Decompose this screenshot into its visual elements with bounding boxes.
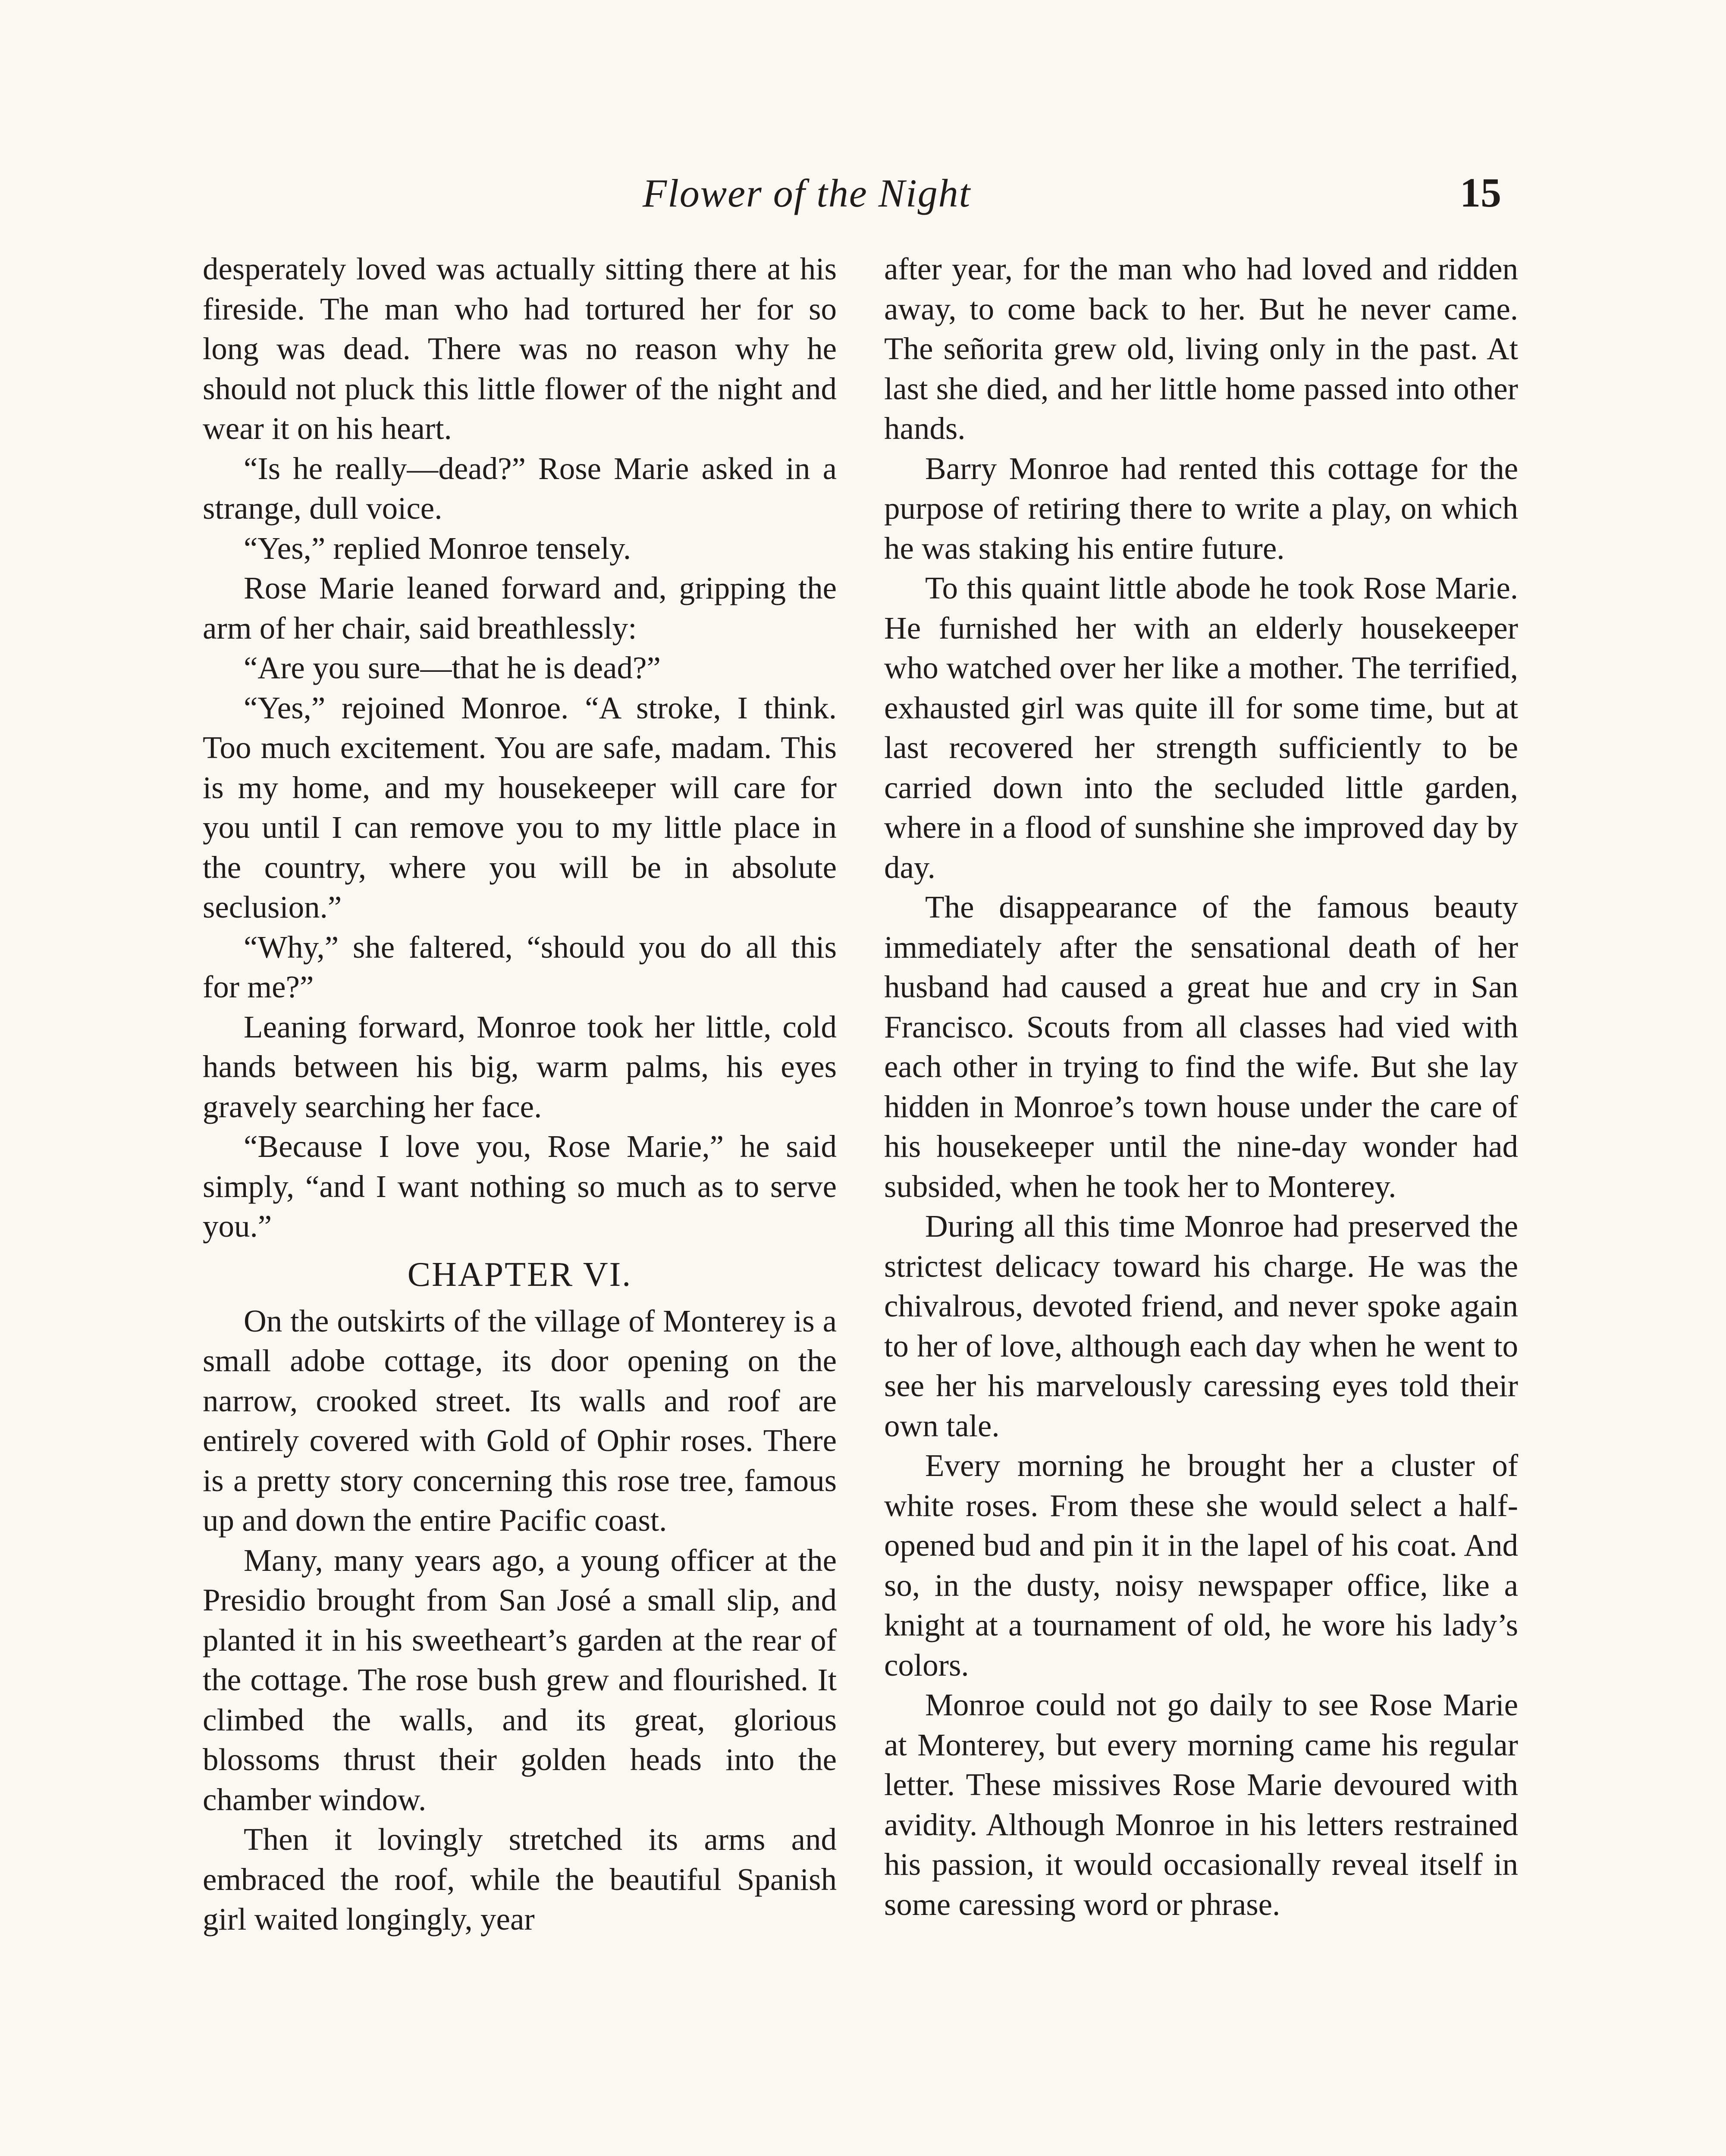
paragraph: “Because I love you, Rose Marie,” he said simply, “and I want nothing so much as to serve you.” bbox=[203, 1129, 837, 1244]
paragraph: Monroe could not go daily to see Rose Marie at Monterey, but every morning came his regular letter. These missives Rose Marie devoured with avidity. Although Monroe in his letters restrained his passion, it would occasionally reveal itself in some caressing word or phrase. bbox=[884, 1687, 1518, 1922]
paragraph: Then it lovingly stretched its arms and embraced the roof, while the beautiful Spanish girl waited longingly, year bbox=[203, 1822, 837, 1937]
paragraph: To this quaint little abode he took Rose Marie. He furnished her with an elderly housekeeper who watched over her like a mother. The terrified, exhausted girl was quite ill for some time, but at last recovered her strength sufficiently to be carried down into the secluded little garden, where in a flood of sunshine she improved day by day. bbox=[884, 570, 1518, 885]
paragraph: Many, many years ago, a young officer at the Presidio brought from San José a small slip, and planted it in his sweetheart’s garden at the rear of the cottage. The rose bush grew and flourished. It climbed the walls, and its great, glorious blossoms thrust their golden heads into the chamber window. bbox=[203, 1542, 837, 1817]
page-number: 15 bbox=[1460, 169, 1501, 216]
paragraph: Barry Monroe had rented this cottage for the purpose of retiring there to write a play, on which he was staking his entire future. bbox=[884, 451, 1518, 566]
paragraph: after year, for the man who had loved and ridden away, to come back to her. But he never came. The señorita grew old, living only in the past. At last she died, and her little home passed into other hands. bbox=[884, 251, 1518, 446]
chapter-heading: CHAPTER VI. bbox=[407, 1255, 632, 1294]
paragraph: The disappearance of the famous beauty immediately after the sensational death of her husband had caused a great hue and cry in San Francisco. Scouts from all classes had vied with each other in trying to find the wife. But she lay hidden in Monroe’s town house under the care of his housekeeper until the nine-day wonder had subsided, when he took her to Monterey. bbox=[884, 890, 1518, 1204]
paragraph: “Yes,” replied Monroe tensely. bbox=[244, 530, 631, 566]
paragraph: Rose Marie leaned forward and, gripping the arm of her chair, said breathlessly: bbox=[203, 570, 837, 646]
running-header bbox=[0, 170, 1726, 222]
paragraph: “Yes,” rejoined Monroe. “A stroke, I think. Too much excitement. You are safe, madam. This is my home, and my housekeeper will care for you until I can remove you to my little place in the country, where you will be in absolute seclusion.” bbox=[203, 690, 837, 924]
paragraph: On the outskirts of the village of Monterey is a small adobe cottage, its door opening on the narrow, crooked street. Its walls and roof are entirely covered with Gold of Ophir roses. There is a pretty story concerning this rose tree, famous up and down the entire Pacific coast. bbox=[203, 1303, 837, 1538]
running-title: Flower of the Night bbox=[643, 171, 971, 215]
paragraph: “Is he really—dead?” Rose Marie asked in a strange, dull voice. bbox=[203, 451, 837, 526]
paragraph: Every morning he brought her a cluster of white roses. From these she would select a half-opened bud and pin it in the lapel of his coat. And so, in the dusty, noisy newspaper office, like a knight at a tournament of old, he wore his lady’s colors. bbox=[884, 1448, 1518, 1683]
paragraph: During all this time Monroe had preserved the strictest delicacy toward his charge. He was the chivalrous, devoted friend, and never spoke again to her of love, although each day when he went to see her his marvelously caressing eyes told their own tale. bbox=[884, 1209, 1518, 1443]
paragraph: Leaning forward, Monroe took her little, cold hands between his big, warm palms, his eyes gravely searching her face. bbox=[203, 1009, 837, 1124]
left-column bbox=[203, 249, 837, 1940]
paragraph: desperately loved was actually sitting there at his fireside. The man who had tortured her for so long was dead. There was no reason why he should not pluck this little flower of the night and wear it on his heart. bbox=[203, 251, 837, 446]
paragraph: “Why,” she faltered, “should you do all this for me?” bbox=[203, 929, 837, 1004]
paragraph: “Are you sure—that he is dead?” bbox=[244, 650, 661, 685]
right-column bbox=[884, 249, 1518, 1924]
